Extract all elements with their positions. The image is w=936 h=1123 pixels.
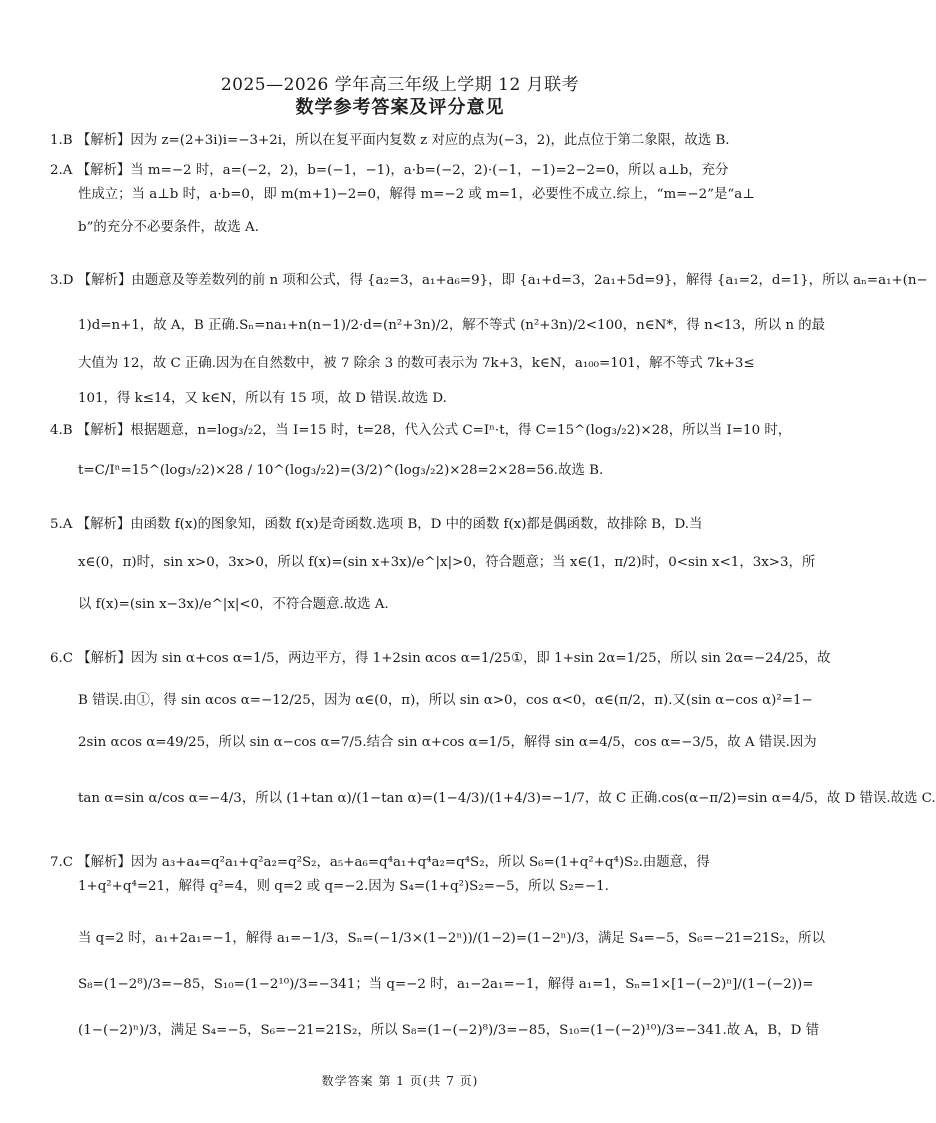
q5-line-1: 5.A 【解析】由函数 f(x)的图象知，函数 f(x)是奇函数.选项 B，D 中的函数 f(x)都是偶函数，故排除 B，D.当 xyxy=(50,517,703,532)
q2-line-3: b”的充分不必要条件，故选 A. xyxy=(78,220,259,235)
exam-title: 2025—2026 学年高三年级上学期 12 月联考 xyxy=(220,75,580,95)
q7-line-2: 1+q²+q⁴=21，解得 q²=4，则 q=2 或 q=−2.因为 S₄=(1+q²)S₂=−5，所以 S₂=−1. xyxy=(78,879,609,894)
q6-line-1: 6.C 【解析】因为 sin α+cos α=1/5，两边平方，得 1+2sin αcos α=1/25①，即 1+sin 2α=1/25，所以 sin 2α=−24/25，故 xyxy=(50,651,831,666)
q7-line-5: (1−(−2)ⁿ)/3，满足 S₄=−5，S₆=−21=21S₂，所以 S₈=(1−(−2)⁸)/3=−85，S₁₀=(1−(−2)¹⁰)/3=−341.故 A，B，D 错 xyxy=(78,1023,820,1038)
q3-line-2: 1)d=n+1，故 A，B 正确.Sₙ=na₁+n(n−1)/2·d=(n²+3n)/2，解不等式 (n²+3n)/2<100，n∈N*，得 n<13，所以 n 的最 xyxy=(78,318,826,333)
q6-line-4: tan α=sin α/cos α=−4/3，所以 (1+tan α)/(1−tan α)=(1−4/3)/(1+4/3)=−1/7，故 C 正确.cos(α−π/2)=sin α=4/5，故 D 错误.故选 C. xyxy=(78,791,936,806)
q7-line-4: S₈=(1−2⁸)/3=−85，S₁₀=(1−2¹⁰)/3=−341；当 q=−2 时，a₁−2a₁=−1，解得 a₁=1，Sₙ=1×[1−(−2)ⁿ]/(1−(−2))= xyxy=(78,977,814,992)
q3-line-1: 3.D 【解析】由题意及等差数列的前 n 项和公式，得 {a₂=3，a₁+a₆=9}，即 {a₁+d=3，2a₁+5d=9}，解得 {a₁=2，d=1}，所以 aₙ=a₁+(n− xyxy=(50,273,928,288)
q6-line-2: B 错误.由①，得 sin αcos α=−12/25，因为 α∈(0，π)，所以 sin α>0，cos α<0，α∈(π/2，π).又(sin α−cos α)²=1− xyxy=(78,693,813,708)
q5-line-3: 以 f(x)=(sin x−3x)/e^|x|<0，不符合题意.故选 A. xyxy=(78,597,389,612)
page-footer: 数学答案 第 1 页(共 7 页) xyxy=(321,1074,479,1088)
q7-line-3: 当 q=2 时，a₁+2a₁=−1，解得 a₁=−1/3，Sₙ=(−1/3×(1−2ⁿ))/(1−2)=(1−2ⁿ)/3，满足 S₄=−5，S₆=−21=21S₂，所以 xyxy=(78,931,825,946)
q5-line-2: x∈(0，π)时，sin x>0，3x>0，所以 f(x)=(sin x+3x)/e^|x|>0，符合题意；当 x∈(1，π/2)时，0<sin x<1，3x>3，所 xyxy=(78,555,816,570)
q3-line-4: 101，得 k≤14，又 k∈N，所以有 15 项，故 D 错误.故选 D. xyxy=(78,391,447,406)
q4-line-2: t=C/Iⁿ=15^(log₃/₂2)×28 / 10^(log₃/₂2)=(3/2)^(log₃/₂2)×28=2×28=56.故选 B. xyxy=(78,463,604,478)
q6-line-3: 2sin αcos α=49/25，所以 sin α−cos α=7/5.结合 sin α+cos α=1/5，解得 sin α=4/5，cos α=−3/5，故 A 错误.因为 xyxy=(78,735,817,750)
answer-key-title: 数学参考答案及评分意见 xyxy=(295,97,505,118)
q2-line-1: 2.A 【解析】当 m=−2 时，a=(−2，2)，b=(−1，−1)，a·b=(−2，2)·(−1，−1)=2−2=0，所以 a⊥b，充分 xyxy=(50,163,729,178)
q7-line-1: 7.C 【解析】因为 a₃+a₄=q²a₁+q²a₂=q²S₂，a₅+a₆=q⁴a₁+q⁴a₂=q⁴S₂，所以 S₆=(1+q²+q⁴)S₂.由题意，得 xyxy=(50,855,710,870)
q2-line-2: 性成立；当 a⊥b 时，a·b=0，即 m(m+1)−2=0，解得 m=−2 或 m=1，必要性不成立.综上，“m=−2”是“a⊥ xyxy=(78,187,755,202)
q1-line-1: 1.B 【解析】因为 z=(2+3i)i=−3+2i，所以在复平面内复数 z 对应的点为(−3，2)，此点位于第二象限，故选 B. xyxy=(50,133,730,148)
q4-line-1: 4.B 【解析】根据题意，n=log₃/₂2，当 I=15 时，t=28，代入公式 C=Iⁿ·t，得 C=15^(log₃/₂2)×28，所以当 I=10 时， xyxy=(50,423,792,438)
q3-line-3: 大值为 12，故 C 正确.因为在自然数中，被 7 除余 3 的数可表示为 7k+3，k∈N，a₁₀₀=101，解不等式 7k+3≤ xyxy=(78,356,755,371)
